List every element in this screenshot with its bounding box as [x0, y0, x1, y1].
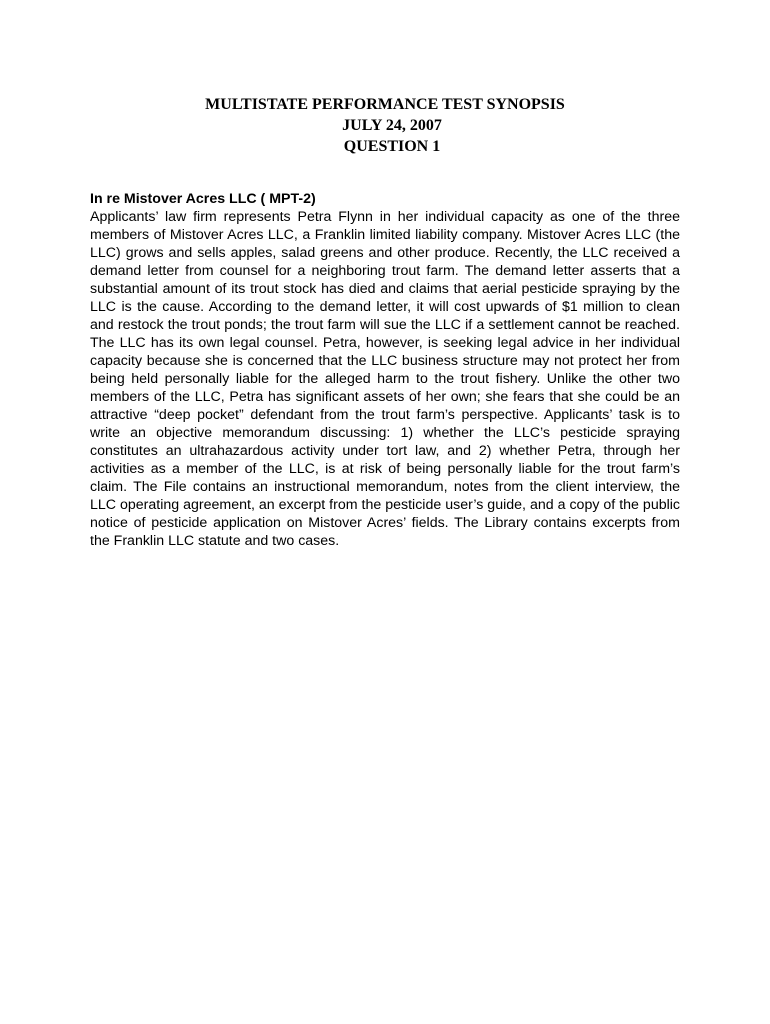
document-header [0, 94, 770, 157]
question-number: QUESTION 1 [343, 138, 441, 155]
synopsis-section [90, 190, 680, 550]
document-title: MULTISTATE PERFORMANCE TEST SYNOPSIS [205, 96, 565, 113]
case-heading: In re Mistover Acres LLC ( MPT-2) [90, 191, 316, 207]
case-summary-paragraph: Applicants’ law firm represents Petra Flynn in her individual capacity as one of the three members of Mistover Acres LLC, a Franklin limited liability company. Mistover Acres LLC (the LLC) grows and sells apples, salad greens and other produce. Recently, the LLC received a demand letter from counsel for a neighboring trout farm. The demand letter asserts that a substantial amount of its trout stock has died and claims that aerial pesticide spraying by the LLC is the cause. According to the demand letter, it will cost upwards of $1 million to clean and restock the trout ponds; the trout farm will sue the LLC if a settlement cannot be reached. The LLC has its own legal counsel. Petra, however, is seeking legal advice in her individual capacity because she is concerned that the LLC business structure may not protect her from being held personally liable for the alleged harm to the trout fishery. Unlike the other two members of the LLC, Petra has significant assets of her own; she fears that she could be an attractive “deep pocket” defendant from the trout farm’s perspective. Applicants’ task is to write an objective memorandum discussing: 1) whether the LLC’s pesticide spraying constitutes an ultrahazardous activity under tort law, and 2) whether Petra, through her activities as a member of the LLC, is at risk of being personally liable for the trout farm’s claim. The File contains an instructional memorandum, notes from the client interview, the LLC operating agreement, an excerpt from the pesticide user’s guide, and a copy of the public notice of pesticide application on Mistover Acres’ fields. The Library contains excerpts from the Franklin LLC statute and two cases. [90, 209, 680, 549]
document-date: JULY 24, 2007 [342, 117, 442, 134]
